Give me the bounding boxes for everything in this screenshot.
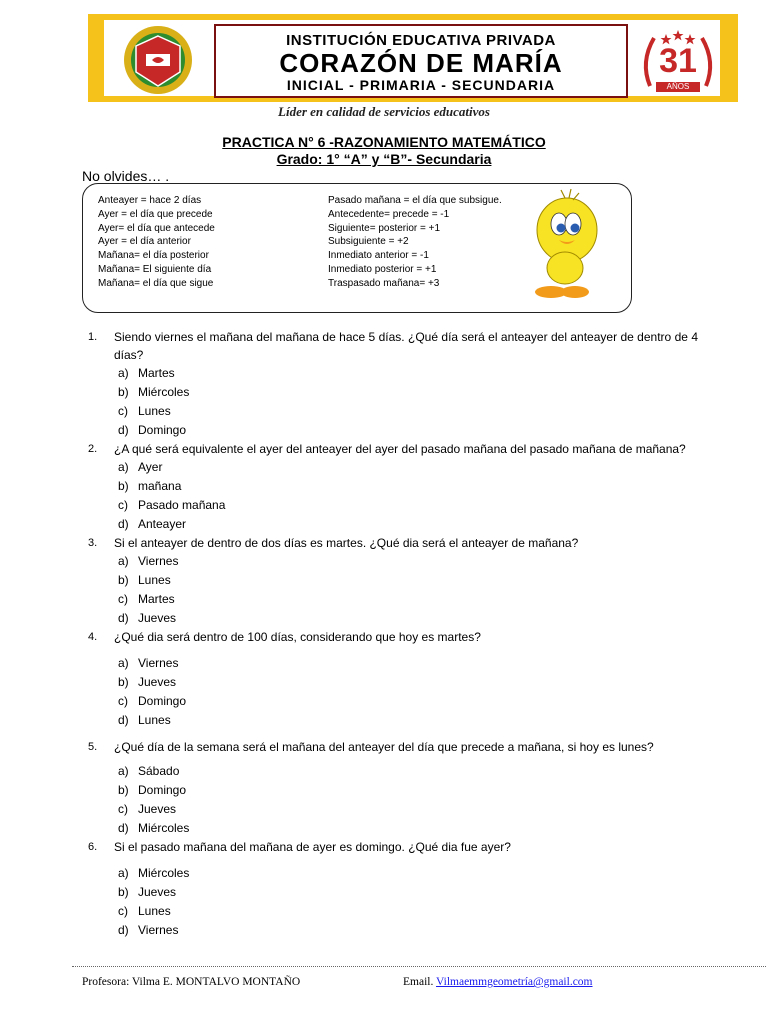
question-text: Si el anteayer de dentro de dos días es martes. ¿Qué dia será el anteayer de mañana? [114,536,579,550]
option-text: Domingo [138,694,187,708]
option [118,781,698,800]
option-letter: d) [118,517,129,531]
option-letter: a) [118,764,129,778]
options [118,458,698,534]
option-text: Domingo [138,783,187,797]
reminder-label: No olvides… . [82,168,170,184]
option-text: Martes [138,366,175,380]
option-letter: c) [118,498,128,512]
question-text: Si el pasado mañana del mañana de ayer es domingo. ¿Qué dia fue ayer? [114,840,511,854]
option-letter: d) [118,923,129,937]
option [118,673,698,692]
options [118,864,698,940]
options [118,762,698,838]
note-line: Ayer = el día anterior [98,236,191,248]
option-letter: a) [118,366,129,380]
question-2 [88,440,698,534]
option-text: Jueves [138,802,177,816]
slogan: Líder en calidad de servicios educativos [278,104,490,119]
option-text: Sábado [138,764,180,778]
question-number: 4. [88,631,98,643]
option-text: Domingo [138,423,187,437]
option [118,383,698,402]
note-line: Ayer = el día que precede [98,208,213,220]
note-line: Siguiente= posterior = +1 [328,222,441,234]
option-text: mañana [138,479,182,493]
note-line: Antecedente= precede = -1 [328,208,450,220]
document-title: PRACTICA N° 6 -RAZONAMIENTO MATEMÁTICO [222,134,546,150]
header-banner [88,14,738,102]
question-number: 3. [88,537,98,549]
option-letter: c) [118,802,128,816]
option-text: Miércoles [138,385,190,399]
question-text: ¿Qué día de la semana será el mañana del anteayer del día que precede a mañana, si hoy es lunes? [114,740,654,754]
option-letter: a) [118,554,129,568]
question-text: ¿Qué dia será dentro de 100 días, considerando que hoy es martes? [114,630,481,644]
note-line: Ayer= el día que antecede [98,222,215,234]
institution-type: INSTITUCIÓN EDUCATIVA PRIVADA [286,32,556,49]
option-text: Jueves [138,675,177,689]
option-letter: b) [118,573,129,587]
option-letter: d) [118,713,129,727]
options [118,654,698,730]
option-text: Ayer [138,460,163,474]
option [118,364,698,383]
note-line: Anteayer = hace 2 días [98,195,202,206]
option [118,800,698,819]
option [118,552,698,571]
note-line: Inmediato posterior = +1 [328,263,437,275]
notes-left-column [98,194,318,291]
footer-email [403,976,593,988]
option-letter: d) [118,423,129,437]
school-logo-icon [116,24,200,96]
question-6 [88,838,698,940]
option-letter: a) [118,460,129,474]
options [118,552,698,628]
option [118,654,698,673]
option-letter: b) [118,675,129,689]
option [118,819,698,838]
option-text: Jueves [138,885,177,899]
option-text: Lunes [138,573,171,587]
tweety-bird-icon [515,188,615,306]
option-text: Martes [138,592,175,606]
question-number: 1. [88,331,98,343]
option-text: Anteayer [138,517,187,531]
anniversary-number: 31 [659,42,697,80]
option [118,692,698,711]
option-letter: d) [118,611,129,625]
option-text: Lunes [138,404,171,418]
option-text: Miércoles [138,866,190,880]
institution-levels: INICIAL - PRIMARIA - SECUNDARIA [286,77,556,93]
option-letter: c) [118,904,128,918]
option [118,902,698,921]
note-line: Subsiguiente = +2 [328,236,409,248]
note-line: Traspasado mañana= +3 [328,277,440,289]
question-1 [88,328,698,440]
option-letter: a) [118,656,129,670]
option-letter: b) [118,385,129,399]
option [118,711,698,730]
institution-name: CORAZÓN DE MARÍA [279,48,563,78]
notes-right-column [328,194,528,291]
question-4 [88,628,698,730]
question-5 [88,738,698,838]
option [118,421,698,440]
anniversary-badge [636,22,720,100]
options [118,364,698,440]
question-3 [88,534,698,628]
option-text: Viernes [138,554,179,568]
option-text: Pasado mañana [138,498,226,512]
option-letter: d) [118,821,129,835]
option [118,477,698,496]
header-inner [104,20,720,96]
option-text: Miércoles [138,821,190,835]
footer-teacher: Profesora: Vilma E. MONTALVO MONTAÑO [82,976,301,988]
email-label: Email. [403,976,434,988]
question-number: 2. [88,443,98,455]
option [118,921,698,940]
option-text: Viernes [138,923,179,937]
question-list [88,328,698,940]
notes-box [82,183,632,313]
note-line: Pasado mañana = el día que subsigue. [328,195,502,206]
option [118,762,698,781]
note-line: Inmediato anterior = -1 [328,250,429,262]
option [118,590,698,609]
option [118,496,698,515]
option [118,571,698,590]
option [118,883,698,902]
option [118,458,698,477]
question-number: 6. [88,841,98,853]
option-text: Viernes [138,656,179,670]
footer-divider [72,966,766,967]
option-letter: c) [118,404,128,418]
option-letter: c) [118,592,128,606]
institution-title-box [214,24,628,98]
option-text: Jueves [138,611,177,625]
option [118,864,698,883]
option-letter: a) [118,866,129,880]
email-link[interactable]: Vilmaemmgeometría@gmail.com [436,976,593,988]
note-line: Mañana= el día posterior [98,250,209,262]
note-line: Mañana= El siguiente día [98,263,212,275]
option [118,515,698,534]
option [118,609,698,628]
question-text: ¿A qué será equivalente el ayer del anteayer del ayer del pasado mañana del pasado mañana de mañana? [114,442,686,456]
option-text: Lunes [138,904,171,918]
option-letter: b) [118,479,129,493]
option-letter: b) [118,783,129,797]
option-text: Lunes [138,713,171,727]
option-letter: b) [118,885,129,899]
note-line: Mañana= el día que sigue [98,277,214,289]
option [118,402,698,421]
document-subtitle: Grado: 1° “A” y “B”- Secundaria [276,151,492,167]
question-number: 5. [88,741,98,753]
option-letter: c) [118,694,128,708]
anniversary-word: AÑOS [666,82,690,91]
question-text: Siendo viernes el mañana del mañana de hace 5 días. ¿Qué día será el anteayer del anteayer de dentro de 4 días? [114,330,698,362]
